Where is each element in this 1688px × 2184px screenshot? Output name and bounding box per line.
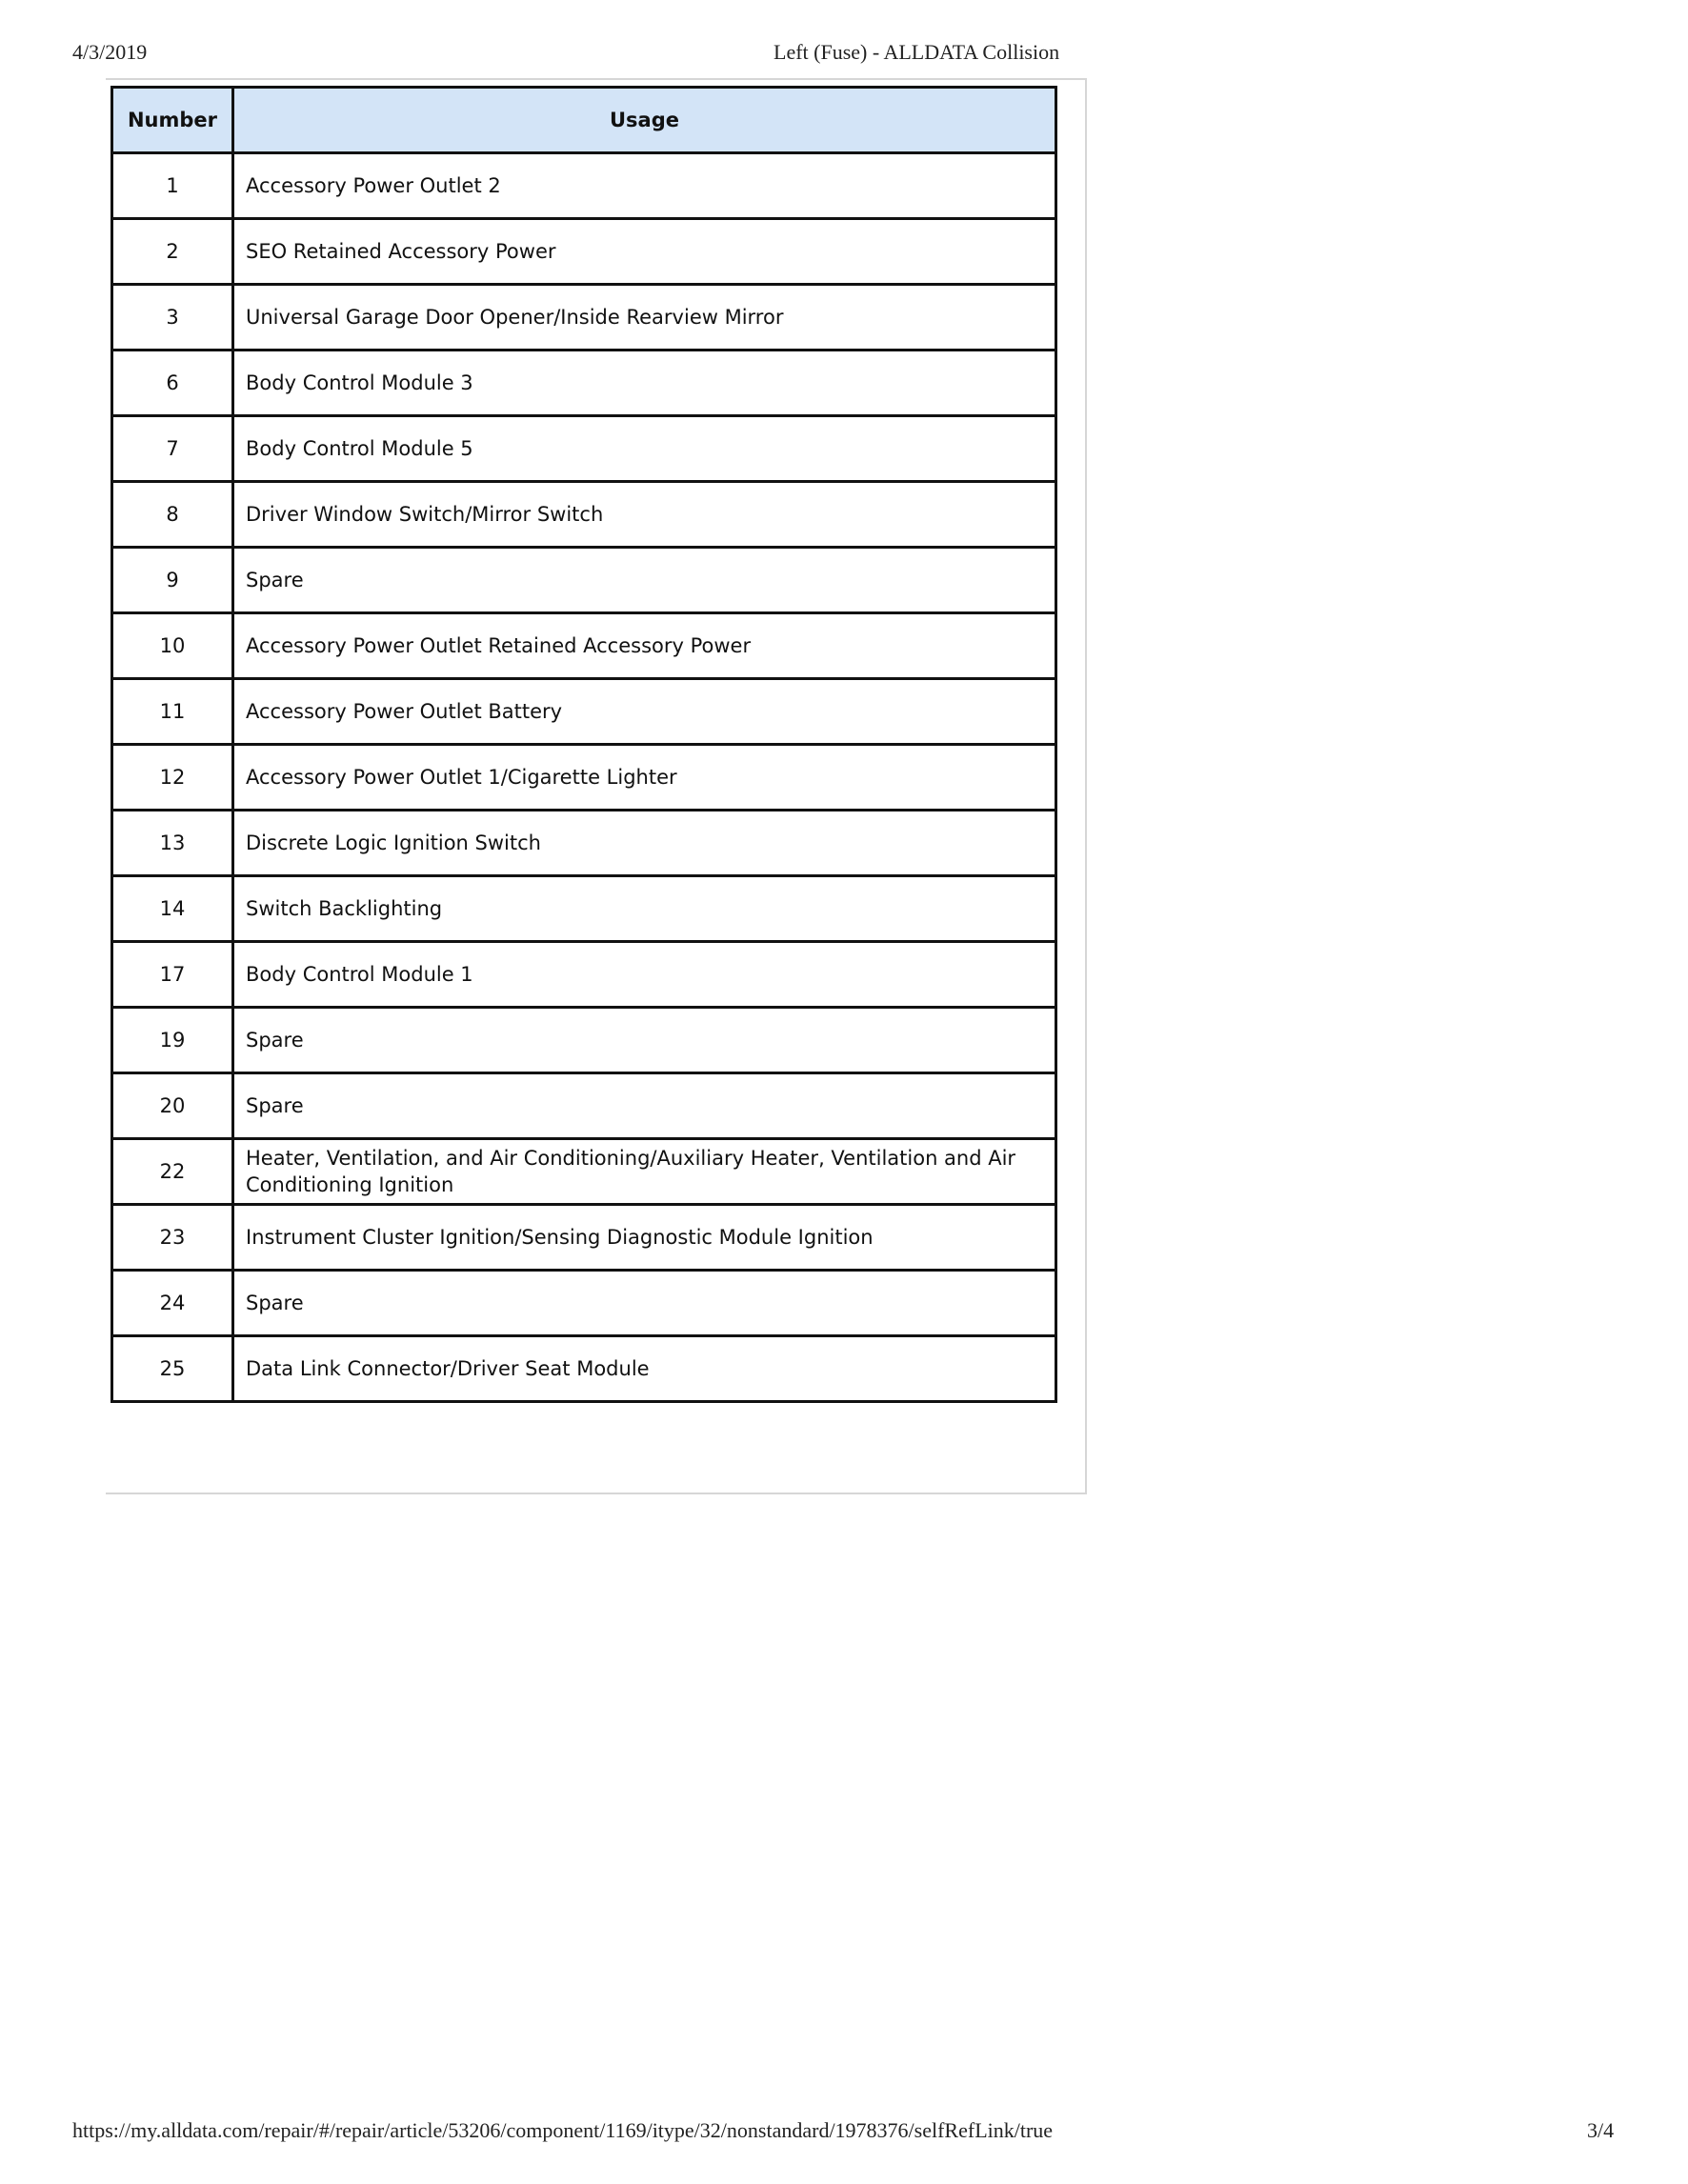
table-header-row xyxy=(112,88,1056,153)
page-title: Left (Fuse) - ALLDATA Collision xyxy=(774,40,1060,64)
fuse-usage: Driver Window Switch/Mirror Switch xyxy=(233,482,1056,548)
table-row xyxy=(112,1205,1056,1271)
fuse-number: 23 xyxy=(112,1205,233,1271)
table-row xyxy=(112,219,1056,285)
fuse-number: 2 xyxy=(112,219,233,285)
fuse-usage: Universal Garage Door Opener/Inside Rearview Mirror xyxy=(233,285,1056,351)
fuse-usage: Discrete Logic Ignition Switch xyxy=(233,811,1056,876)
fuse-number: 14 xyxy=(112,876,233,942)
fuse-number: 25 xyxy=(112,1336,233,1402)
fuse-number: 13 xyxy=(112,811,233,876)
table-row xyxy=(112,1139,1056,1205)
table-row xyxy=(112,285,1056,351)
fuse-table xyxy=(111,86,1057,1403)
fuse-usage: Accessory Power Outlet 2 xyxy=(233,153,1056,219)
fuse-number: 3 xyxy=(112,285,233,351)
fuse-number: 22 xyxy=(112,1139,233,1205)
table-row xyxy=(112,1008,1056,1073)
fuse-usage: Spare xyxy=(233,1008,1056,1073)
fuse-usage: Accessory Power Outlet Battery xyxy=(233,679,1056,745)
fuse-number: 11 xyxy=(112,679,233,745)
page-number: 3/4 xyxy=(1587,2118,1615,2142)
fuse-usage: Spare xyxy=(233,1073,1056,1139)
fuse-number: 10 xyxy=(112,613,233,679)
fuse-number: 17 xyxy=(112,942,233,1008)
fuse-number: 9 xyxy=(112,548,233,613)
fuse-number: 20 xyxy=(112,1073,233,1139)
table-row xyxy=(112,416,1056,482)
table-row xyxy=(112,679,1056,745)
fuse-number: 8 xyxy=(112,482,233,548)
fuse-usage: Instrument Cluster Ignition/Sensing Diagnostic Module Ignition xyxy=(233,1205,1056,1271)
fuse-number: 1 xyxy=(112,153,233,219)
table-row xyxy=(112,613,1056,679)
fuse-usage: Spare xyxy=(233,1271,1056,1336)
fuse-number: 6 xyxy=(112,351,233,416)
fuse-usage: Switch Backlighting xyxy=(233,876,1056,942)
table-row xyxy=(112,1073,1056,1139)
table-row xyxy=(112,876,1056,942)
fuse-number: 24 xyxy=(112,1271,233,1336)
fuse-usage: SEO Retained Accessory Power xyxy=(233,219,1056,285)
fuse-usage: Accessory Power Outlet Retained Accessory Power xyxy=(233,613,1056,679)
table-row xyxy=(112,811,1056,876)
table-row xyxy=(112,351,1056,416)
page-url: https://my.alldata.com/repair/#/repair/article/53206/component/1169/itype/32/nonstandard/1978376/selfRefLink/true xyxy=(72,2118,1054,2142)
column-header-number: Number xyxy=(112,88,233,153)
fuse-usage: Body Control Module 5 xyxy=(233,416,1056,482)
table-row xyxy=(112,1271,1056,1336)
fuse-usage: Data Link Connector/Driver Seat Module xyxy=(233,1336,1056,1402)
fuse-number: 7 xyxy=(112,416,233,482)
fuse-usage: Heater, Ventilation, and Air Conditioning/Auxiliary Heater, Ventilation and Air Conditioning Ignition xyxy=(233,1139,1056,1205)
fuse-usage: Spare xyxy=(233,548,1056,613)
table-row xyxy=(112,482,1056,548)
fuse-usage: Accessory Power Outlet 1/Cigarette Lighter xyxy=(233,745,1056,811)
fuse-number: 12 xyxy=(112,745,233,811)
column-header-usage: Usage xyxy=(233,88,1056,153)
table-row xyxy=(112,548,1056,613)
table-row xyxy=(112,942,1056,1008)
print-date: 4/3/2019 xyxy=(72,40,148,64)
fuse-number: 19 xyxy=(112,1008,233,1073)
fuse-usage: Body Control Module 1 xyxy=(233,942,1056,1008)
fuse-usage: Body Control Module 3 xyxy=(233,351,1056,416)
table-row xyxy=(112,745,1056,811)
table-row xyxy=(112,1336,1056,1402)
table-row xyxy=(112,153,1056,219)
